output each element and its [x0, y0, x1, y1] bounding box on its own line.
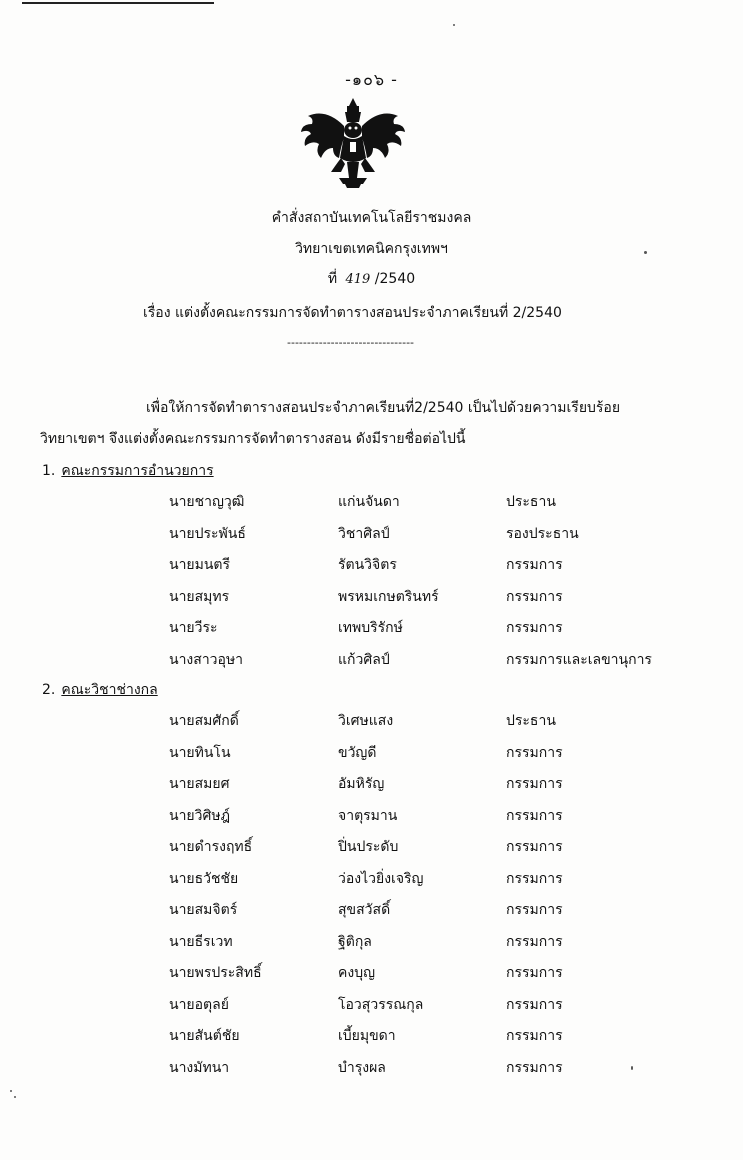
member-first-name: นายชาญวุฒิ	[169, 494, 245, 510]
member-role: กรรมการ	[506, 620, 563, 636]
body-paragraph-line1: เพื่อให้การจัดทำตารางสอนประจำภาคเรียนที่2/2540 เป็นไปด้วยความเรียบร้อย	[146, 400, 621, 416]
member-role: กรรมการ	[506, 997, 563, 1013]
member-role: กรรมการ	[506, 871, 563, 887]
section-heading	[42, 460, 214, 482]
member-last-name: บำรุงผล	[338, 1060, 386, 1076]
member-row	[0, 710, 743, 732]
member-row	[0, 523, 743, 545]
member-role: กรรมการ	[506, 934, 563, 950]
scan-speck	[631, 1066, 633, 1070]
member-role: กรรมการ	[506, 745, 563, 761]
member-role: กรรมการ	[506, 965, 563, 981]
member-first-name: นางสาวอุษา	[169, 652, 244, 668]
member-row	[0, 649, 743, 671]
member-first-name: นายสันต์ชัย	[169, 1028, 240, 1044]
member-role: กรรมการและเลขานุการ	[506, 652, 652, 668]
member-row	[0, 994, 743, 1016]
member-row	[0, 899, 743, 921]
member-role: ประธาน	[506, 494, 556, 510]
member-last-name: วิเศษแสง	[338, 713, 394, 729]
member-first-name: นายสมศักดิ์	[169, 713, 239, 729]
member-first-name: นายประพันธ์	[169, 526, 246, 542]
section-title: คณะกรรมการอำนวยการ	[61, 463, 214, 479]
scan-speck	[644, 251, 647, 254]
member-row	[0, 742, 743, 764]
member-role: กรรมการ	[506, 776, 563, 792]
member-last-name: ปิ่นประดับ	[338, 839, 399, 855]
member-role: รองประธาน	[506, 526, 579, 542]
member-last-name: สุขสวัสดิ์	[338, 902, 391, 918]
member-row	[0, 554, 743, 576]
section-title: คณะวิชาช่างกล	[61, 682, 158, 698]
separator-line: --------------------------------	[287, 336, 415, 349]
member-last-name: แก่นจันดา	[338, 494, 400, 510]
order-title-line1: คำสั่งสถาบันเทคโนโลยีราชมงคล	[271, 210, 472, 226]
member-first-name: นายธวัชชัย	[169, 871, 239, 887]
order-number-suffix: /2540	[374, 271, 416, 287]
member-row	[0, 617, 743, 639]
order-number-handwritten: 419	[345, 272, 371, 287]
member-first-name: นายสมุทร	[169, 589, 230, 605]
member-first-name: นายพรประสิทธิ์	[169, 965, 262, 981]
scan-edge-line	[22, 2, 214, 4]
member-first-name: นายทินโน	[169, 745, 231, 761]
member-last-name: เบี้ยมุขดา	[338, 1028, 396, 1044]
member-row	[0, 868, 743, 890]
member-first-name: นายวีระ	[169, 620, 218, 636]
member-row	[0, 1025, 743, 1047]
member-last-name: โอวสุวรรณกุล	[338, 997, 424, 1013]
section-heading	[42, 679, 158, 701]
member-role: ประธาน	[506, 713, 556, 729]
member-first-name: นางมัทนา	[169, 1060, 230, 1076]
member-first-name: นายดำรงฤทธิ์	[169, 839, 253, 855]
order-title-line2: วิทยาเขตเทคนิคกรุงเทพฯ	[295, 241, 448, 257]
member-row	[0, 805, 743, 827]
member-last-name: พรหมเกษตรินทร์	[338, 589, 439, 605]
member-last-name: เทพบริรักษ์	[338, 620, 403, 636]
member-last-name: ว่องไวยิ่งเจริญ	[338, 871, 424, 887]
order-subject: เรื่อง แต่งตั้งคณะกรรมการจัดทำตารางสอนประจำภาคเรียนที่ 2/2540	[143, 305, 562, 321]
member-first-name: นายมนตรี	[169, 557, 231, 573]
member-last-name: ขวัญดี	[338, 745, 377, 761]
page-number: -๑๐๖ -	[345, 70, 398, 89]
body-paragraph-line2: วิทยาเขตฯ จึงแต่งตั้งคณะกรรมการจัดทำตารางสอน ดังมีรายชื่อต่อไปนี้	[40, 431, 466, 447]
order-number	[0, 268, 743, 290]
scan-speck	[453, 24, 455, 26]
member-last-name: ฐิติกุล	[338, 934, 372, 950]
member-row	[0, 586, 743, 608]
member-last-name: วิชาศิลป์	[338, 526, 390, 542]
section-number: 1.	[42, 463, 56, 479]
member-role: กรรมการ	[506, 808, 563, 824]
member-first-name: นายสมจิตร์	[169, 902, 238, 918]
member-role: กรรมการ	[506, 557, 563, 573]
member-row	[0, 962, 743, 984]
member-role: กรรมการ	[506, 1028, 563, 1044]
member-first-name: นายธีรเวท	[169, 934, 233, 950]
garuda-emblem-icon	[301, 96, 405, 190]
member-row	[0, 836, 743, 858]
member-last-name: จาตุรมาน	[338, 808, 398, 824]
member-role: กรรมการ	[506, 839, 563, 855]
member-last-name: อัมหิรัญ	[338, 776, 385, 792]
member-first-name: นายวิศิษฎ์	[169, 808, 231, 824]
member-row	[0, 931, 743, 953]
member-row	[0, 491, 743, 513]
member-first-name: นายสมยศ	[169, 776, 230, 792]
order-number-prefix: ที่	[327, 271, 338, 287]
member-last-name: คงบุญ	[338, 965, 376, 981]
member-first-name: นายอตุลย์	[169, 997, 229, 1013]
member-last-name: รัตนวิจิตร	[338, 557, 397, 573]
member-row	[0, 773, 743, 795]
scan-speck	[14, 1096, 16, 1098]
member-role: กรรมการ	[506, 902, 563, 918]
scan-speck	[10, 1090, 12, 1092]
member-last-name: แก้วศิลป์	[338, 652, 390, 668]
member-role: กรรมการ	[506, 1060, 563, 1076]
member-role: กรรมการ	[506, 589, 563, 605]
section-number: 2.	[42, 682, 56, 698]
